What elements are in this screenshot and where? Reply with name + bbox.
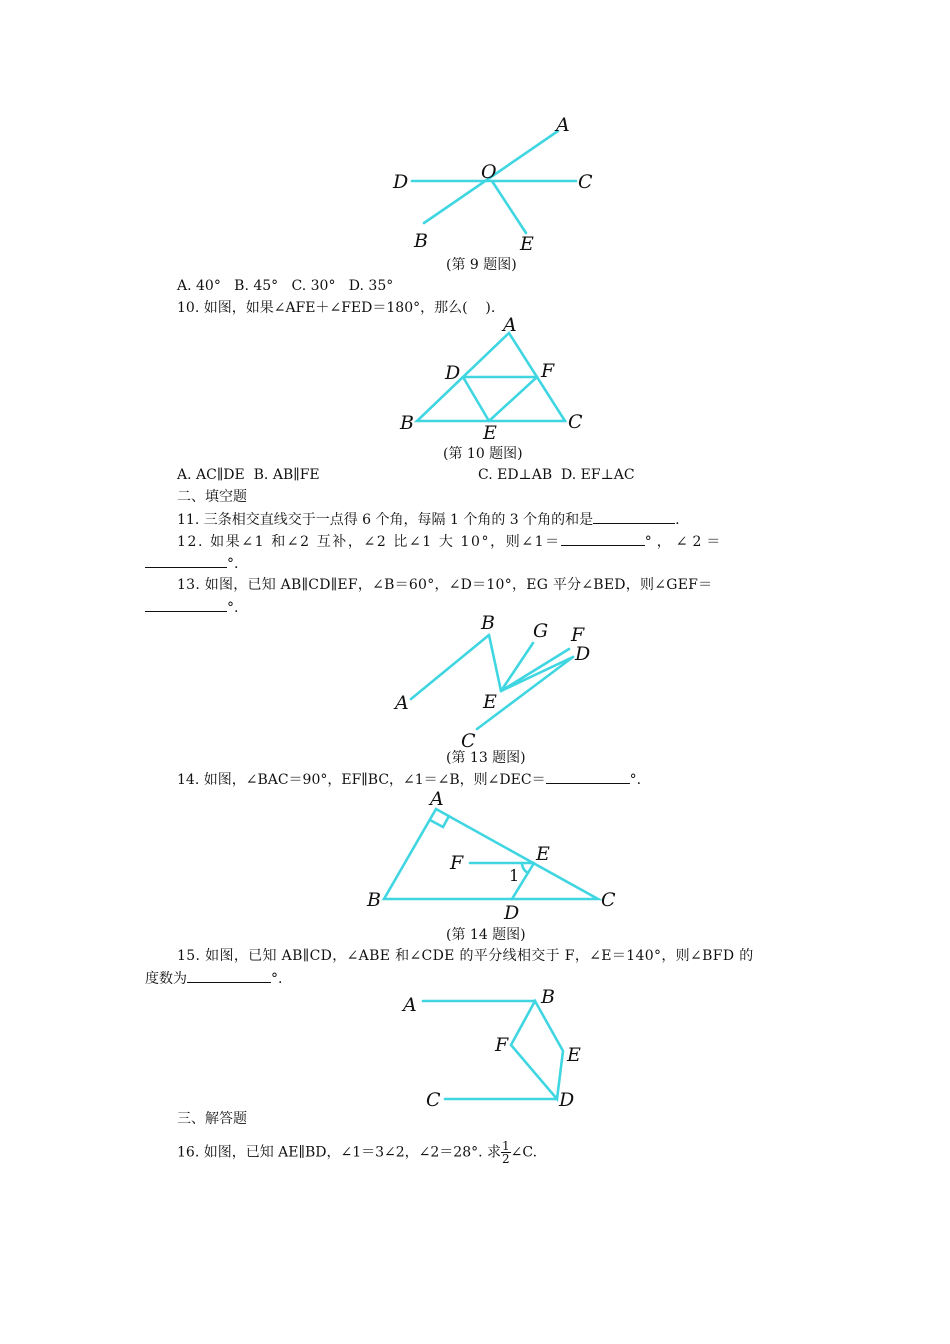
q12-line2 [145,553,238,574]
q13-end: °. [227,600,239,616]
label-B: B [481,612,495,634]
q16-fraction-denominator: 2 [502,1152,510,1166]
label-angle-1: 1 [509,866,520,885]
figure-10-diagram [395,315,605,445]
figure-13 [385,605,615,755]
label-A: A [556,114,570,136]
figure-10-caption: (第 10 题图) [443,446,523,462]
segment-B-E [489,635,501,691]
q12 [177,531,725,552]
label-D: D [559,1089,575,1111]
figure-14-caption: (第 14 题图) [446,927,526,943]
label-B: B [414,230,428,252]
q13-line2 [145,597,238,618]
q11 [177,509,680,530]
label-D: D [445,362,461,384]
right-angle-mark [430,816,449,827]
q16-fraction [501,1140,511,1165]
figure-13-diagram [385,605,615,755]
segment-D-E [463,377,489,421]
label-E: E [483,691,497,713]
ray-O-E [492,181,526,233]
label-D: D [575,643,591,665]
q12-end: °. [227,556,239,572]
q11-text: 11. 三条相交直线交于一点得 6 个角，每隔 1 个角的 3 个角的和是 [177,512,594,528]
q15-line2 [145,968,282,989]
label-A: A [430,788,444,810]
segment-E-F [489,377,537,421]
q10-options-right: C. ED⊥AB D. EF⊥AC [478,467,635,483]
q12-mid: °，∠2＝ [644,534,726,550]
q16-text: 16. 如图，已知 AE∥BD，∠1＝3∠2，∠2＝28°. 求 [177,1144,502,1161]
q13: 13. 如图，已知 AB∥CD∥EF，∠B＝60°，∠D＝10°，EG 平分∠BED，则∠GEF＝ [177,577,713,593]
q15-answer-blank[interactable] [187,968,271,983]
q11-end: . [675,512,680,528]
figure-10 [395,315,605,445]
section-3-heading: 三、解答题 [177,1111,247,1127]
q10-options-left: A. AC∥DE B. AB∥FE [177,467,320,483]
label-E: E [567,1044,581,1066]
label-C: C [426,1089,441,1111]
label-C: C [461,730,476,752]
label-E: E [483,422,497,444]
segment-A-B [411,635,489,699]
q15: 15. 如图，已知 AB∥CD，∠ABE 和∠CDE 的平分线相交于 F，∠E＝140°，则∠BFD 的 [177,948,754,964]
label-F: F [450,852,464,874]
label-A: A [395,692,409,714]
label-D: D [393,171,409,193]
label-O: O [481,161,497,183]
label-E: E [520,233,534,255]
q9-options: A. 40° B. 45° C. 30° D. 35° [177,278,394,294]
q16-fraction-numerator: 1 [502,1139,510,1153]
label-F: F [571,624,585,646]
label-C: C [568,411,583,433]
figure-15 [395,985,595,1115]
q15-line2-text: 度数为 [145,971,187,987]
quadrilateral-BFDE [511,1001,563,1099]
q16-end: ∠C. [510,1144,538,1161]
q14-answer-blank[interactable] [546,769,630,784]
q13-answer-blank[interactable] [145,597,227,612]
figure-15-diagram [395,985,595,1115]
label-A: A [403,994,417,1016]
figure-13-caption: (第 13 题图) [446,750,526,766]
label-F: F [495,1034,509,1056]
q14-end: °. [629,772,642,788]
figure-14-diagram [360,785,630,925]
figure-9-diagram [380,105,610,265]
label-A: A [503,314,517,336]
label-B: B [367,889,381,911]
label-C: C [601,889,616,911]
label-D: D [504,902,520,924]
label-F: F [541,360,555,382]
q12-angle1-blank[interactable] [561,531,645,546]
label-G: G [533,620,549,642]
q10-text: 10. 如图，如果∠AFE＋∠FED＝180°，那么( ). [177,300,496,316]
q16 [177,1140,537,1165]
label-B: B [541,986,555,1008]
section-2-heading: 二、填空题 [177,489,247,505]
figure-9 [380,105,610,265]
q12-text: 12. 如果∠1 和∠2 互补，∠2 比∠1 大 10°，则∠1＝ [177,534,561,550]
q11-answer-blank[interactable] [593,509,675,524]
label-C: C [578,171,593,193]
figure-14 [360,785,630,925]
angle-1-arc [522,863,528,873]
q14-text: 14. 如图，∠BAC＝90°，EF∥BC，∠1＝∠B，则∠DEC＝ [177,772,546,788]
label-E: E [536,843,550,865]
q15-end: °. [271,971,283,987]
q12-angle2-blank[interactable] [145,553,227,568]
figure-9-caption: (第 9 题图) [446,257,517,273]
triangle-ABC [384,809,598,899]
label-B: B [400,412,414,434]
